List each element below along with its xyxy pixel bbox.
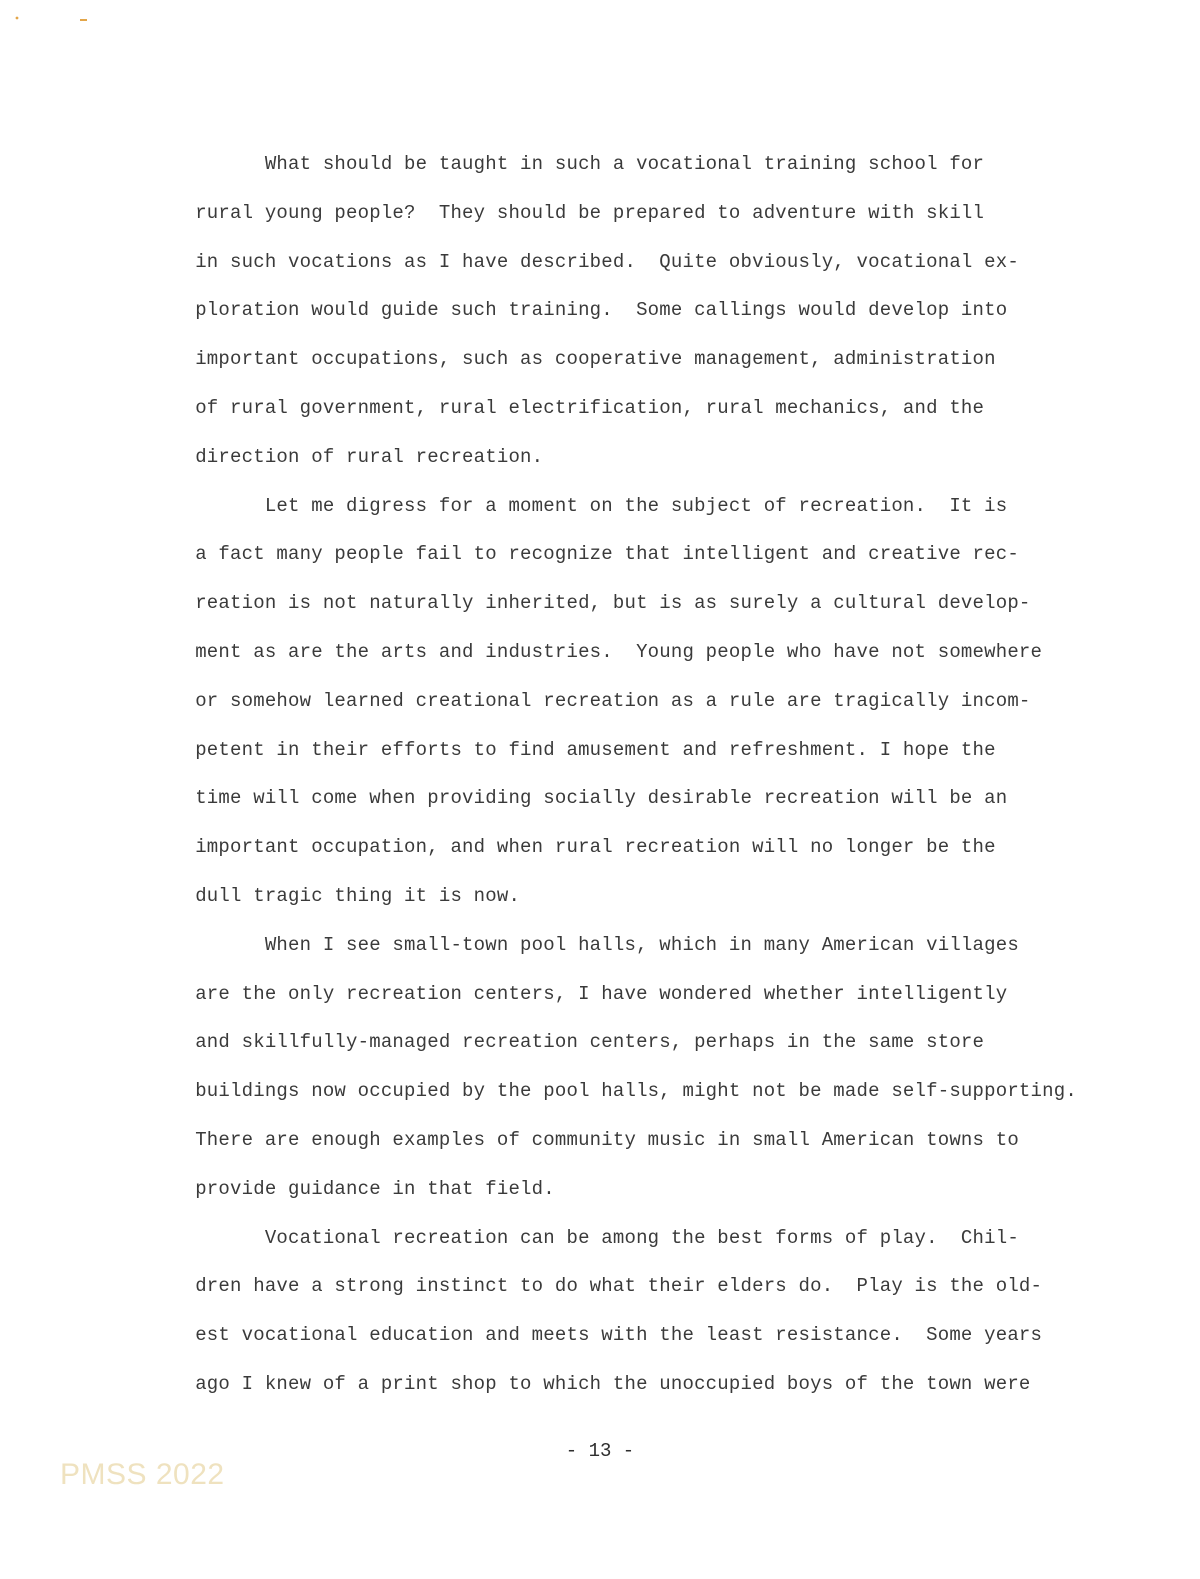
text-line: ment as are the arts and industries. Young people who have not somewhere <box>172 640 1043 663</box>
text-line: There are enough examples of community music in small American towns to <box>172 1128 1019 1151</box>
text-line: a fact many people fail to recognize that intelligent and creative rec- <box>172 543 1019 566</box>
text-line: reation is not naturally inherited, but is as surely a cultural develop- <box>172 592 1031 615</box>
text-line: ploration would guide such training. Some callings would develop into <box>172 299 1008 322</box>
text-line: buildings now occupied by the pool halls, might not be made self-supporting. <box>172 1080 1077 1103</box>
text-line: When I see small-town pool halls, which in many American villages <box>172 933 1019 956</box>
text-line: and skillfully-managed recreation centers, perhaps in the same store <box>172 1031 985 1054</box>
text-line: dren have a strong instinct to do what their elders do. Play is the old- <box>172 1275 1043 1298</box>
text-line: dull tragic thing it is now. <box>172 884 521 907</box>
paragraph <box>172 140 1112 482</box>
text-line: important occupations, such as cooperative management, administration <box>172 348 996 371</box>
scan-specks-decoration <box>0 0 120 40</box>
text-line: est vocational education and meets with the least resistance. Some years <box>172 1324 1043 1347</box>
text-line: ago I knew of a print shop to which the unoccupied boys of the town were <box>172 1372 1031 1395</box>
text-line: Vocational recreation can be among the best forms of play. Chil- <box>172 1226 1019 1249</box>
text-line: What should be taught in such a vocational training school for <box>172 153 985 175</box>
text-line: provide guidance in that field. <box>172 1177 555 1200</box>
text-line: important occupation, and when rural recreation will no longer be the <box>172 836 996 859</box>
paragraph <box>172 1214 1112 1409</box>
document-body <box>172 140 1112 1409</box>
text-line: in such vocations as I have described. Quite obviously, vocational ex- <box>172 250 1019 273</box>
watermark: PMSS 2022 <box>60 1458 225 1491</box>
text-line: Let me digress for a moment on the subject of recreation. It is <box>172 494 1008 517</box>
paragraph <box>172 921 1112 1214</box>
text-line: direction of rural recreation. <box>172 445 544 468</box>
paragraph <box>172 482 1112 921</box>
text-line: rural young people? They should be prepared to adventure with skill <box>172 201 985 224</box>
text-line: or somehow learned creational recreation as a rule are tragically incom- <box>172 689 1031 712</box>
page-number: - 13 - <box>565 1440 635 1462</box>
text-line: petent in their efforts to find amusement and refreshment. I hope the <box>172 738 996 761</box>
text-line: time will come when providing socially desirable recreation will be an <box>172 787 1008 810</box>
text-line: of rural government, rural electrification, rural mechanics, and the <box>172 396 985 419</box>
text-line: are the only recreation centers, I have wondered whether intelligently <box>172 982 1008 1005</box>
